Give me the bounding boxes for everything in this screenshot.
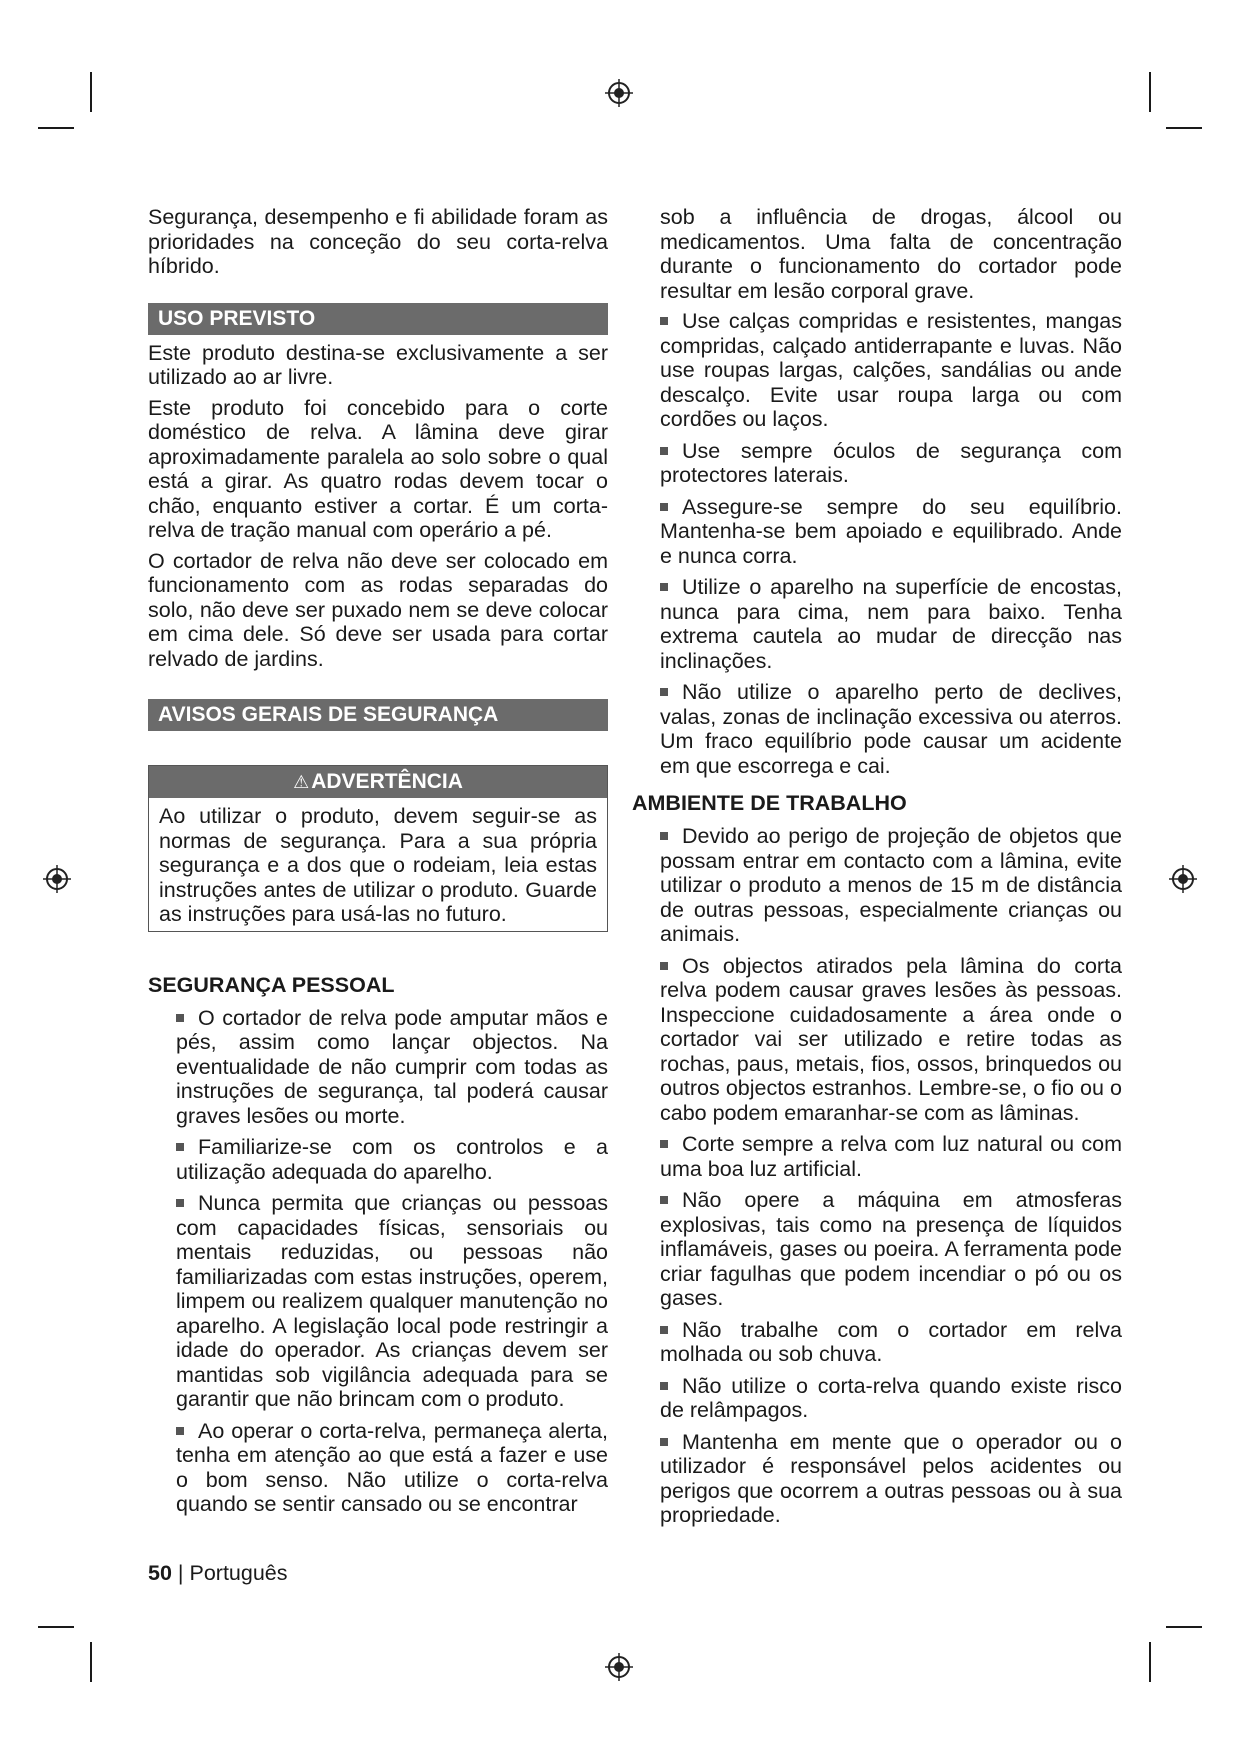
list-item: Use calças compridas e resistentes, mangas compridas, calçado antiderrapante e luvas. Não use roupas largas, calções, sandálias ou ande descalço. Evite usar roupa larga ou com cordões ou laços. [660, 309, 1122, 431]
registration-mark-icon [604, 78, 634, 108]
heading-ambiente-de-trabalho: AMBIENTE DE TRABALHO [632, 791, 907, 815]
bullet-square-icon [660, 962, 668, 970]
bullet-square-icon [660, 1438, 668, 1446]
page-footer [148, 1561, 288, 1586]
continued-paragraph: sob a influência de drogas, álcool ou medicamentos. Uma falta de concentração durante o funcionamento do cortador pode resultar em lesão corporal grave. [660, 205, 1122, 303]
crop-mark [1166, 1626, 1202, 1628]
page-number: 50 [148, 1561, 172, 1585]
warning-triangle-icon: ⚠ [293, 772, 310, 792]
crop-mark [1149, 1642, 1151, 1682]
bullet-square-icon [176, 1199, 184, 1207]
warning-text: Ao utilizar o produto, devem seguir-se as normas de segurança. Para a sua própria segurança e a dos que o rodeiam, leia estas instruções antes de utilizar o produto. Guarde as instruções para usá-las no futuro. [159, 804, 597, 926]
registration-mark-icon [1168, 864, 1198, 894]
intro-paragraph: Segurança, desempenho e fi abilidade foram as prioridades na conceção do seu corta-relva híbrido. [148, 205, 608, 278]
crop-mark [1166, 127, 1202, 129]
uso-paragraph-2: Este produto foi concebido para o corte doméstico de relva. A lâmina deve girar aproximadamente paralela ao solo sobre o qual está a girar. As quatro rodas devem tocar o chão, enquanto estiver a cortar. É um corta-relva de tração manual com operário a pé. [148, 395, 608, 542]
crop-mark [38, 127, 74, 129]
ambiente-list [660, 824, 1122, 1528]
right-column [632, 205, 1122, 1535]
bullet-square-icon [660, 503, 668, 511]
list-item: Familiarize-se com os controlos e a utilização adequada do aparelho. [176, 1135, 608, 1184]
crop-mark [90, 72, 92, 112]
list-item: Corte sempre a relva com luz natural ou com uma boa luz artificial. [660, 1132, 1122, 1181]
bullet-square-icon [176, 1427, 184, 1435]
list-item: Não trabalhe com o cortador em relva molhada ou sob chuva. [660, 1317, 1122, 1366]
bullet-square-icon [660, 583, 668, 591]
bullet-square-icon [660, 832, 668, 840]
list-item: Nunca permita que crianças ou pessoas com capacidades físicas, sensoriais ou mentais reduzidas, ou pessoas não familiarizadas com estas instruções, operem, limpem ou realizem qualquer manutenção no aparelho. A legislação local pode restringir a idade do operador. As crianças devem ser mantidas sob vigilância adequada para se garantir que não brincam com o produto. [176, 1191, 608, 1411]
list-item: Não utilize o corta-relva quando existe risco de relâmpagos. [660, 1373, 1122, 1422]
list-item: Não opere a máquina em atmosferas explosivas, tais como na presença de líquidos inflamáveis, gases ou poeira. A ferramenta pode criar fagulhas que podem incendiar o pó ou os gases. [660, 1188, 1122, 1310]
warning-header [149, 766, 607, 798]
list-item: Use sempre óculos de segurança com protectores laterais. [660, 438, 1122, 487]
list-item: Devido ao perigo de projeção de objetos que possam entrar em contacto com a lâmina, evite utilizar o produto a menos de 15 m de distância de outras pessoas, especialmente crianças ou animais. [660, 824, 1122, 946]
footer-separator: | [177, 1561, 184, 1585]
crop-mark [38, 1626, 74, 1628]
left-column [148, 205, 608, 1524]
section-heading-avisos: AVISOS GERAIS DE SEGURANÇA [148, 699, 608, 731]
registration-mark-icon [604, 1652, 634, 1682]
uso-paragraph-3: O cortador de relva não deve ser colocado em funcionamento com as rodas separadas do solo, não deve ser puxado nem se deve colocar em cima dele. Só deve ser usada para cortar relvado de jardins. [148, 548, 608, 671]
heading-seguranca-pessoal: SEGURANÇA PESSOAL [148, 972, 395, 997]
bullet-square-icon [660, 1196, 668, 1204]
warning-title: ADVERTÊNCIA [311, 770, 463, 793]
bullet-square-icon [660, 317, 668, 325]
list-item: Mantenha em mente que o operador ou o utilizador é responsável pelos acidentes ou perigos que ocorrem a outras pessoas ou à sua propriedade. [660, 1429, 1122, 1527]
crop-mark [90, 1642, 92, 1682]
list-item: Os objectos atirados pela lâmina do corta relva podem causar graves lesões às pessoas. Inspeccione cuidadosamente a área onde o cortador vai ser utilizado e retire todas as rochas, paus, metais, fios, ossos, brinquedos ou outros objectos estranhos. Lembre-se, o fio ou o cabo podem emaranhar-se com as lâminas. [660, 953, 1122, 1125]
section-heading-uso-previsto: USO PREVISTO [148, 303, 608, 335]
list-item: Não utilize o aparelho perto de declives, valas, zonas de inclinação excessiva ou aterros. Um fraco equilíbrio pode causar um acidente em que escorrega e cai. [660, 680, 1122, 778]
bullet-square-icon [660, 447, 668, 455]
bullet-square-icon [176, 1143, 184, 1151]
bullet-square-icon [660, 1382, 668, 1390]
list-item: Assegure-se sempre do seu equilíbrio. Mantenha-se bem apoiado e equilibrado. Ande e nunca corra. [660, 494, 1122, 568]
uso-paragraph-1: Este produto destina-se exclusivamente a ser utilizado ao ar livre. [148, 340, 608, 389]
bullet-square-icon [660, 1140, 668, 1148]
pessoal-list [176, 1006, 608, 1517]
bullet-square-icon [660, 1326, 668, 1334]
list-item: Utilize o aparelho na superfície de encostas, nunca para cima, nem para baixo. Tenha extrema cautela ao mudar de direcção nas inclinações. [660, 575, 1122, 673]
list-item: O cortador de relva pode amputar mãos e pés, assim como lançar objectos. Na eventualidade de não cumprir com todas as instruções de segurança, tal poderá causar graves lesões ou morte. [176, 1005, 608, 1128]
footer-language: Português [189, 1561, 288, 1585]
pessoal-list-continued [660, 309, 1122, 778]
registration-mark-icon [42, 864, 72, 894]
warning-box [148, 765, 608, 932]
bullet-square-icon [176, 1014, 184, 1022]
bullet-square-icon [660, 688, 668, 696]
crop-mark [1149, 72, 1151, 112]
list-item: Ao operar o corta-relva, permaneça alerta, tenha em atenção ao que está a fazer e use o bom senso. Não utilize o corta-relva quando se sentir cansado ou se encontrar [176, 1418, 608, 1516]
